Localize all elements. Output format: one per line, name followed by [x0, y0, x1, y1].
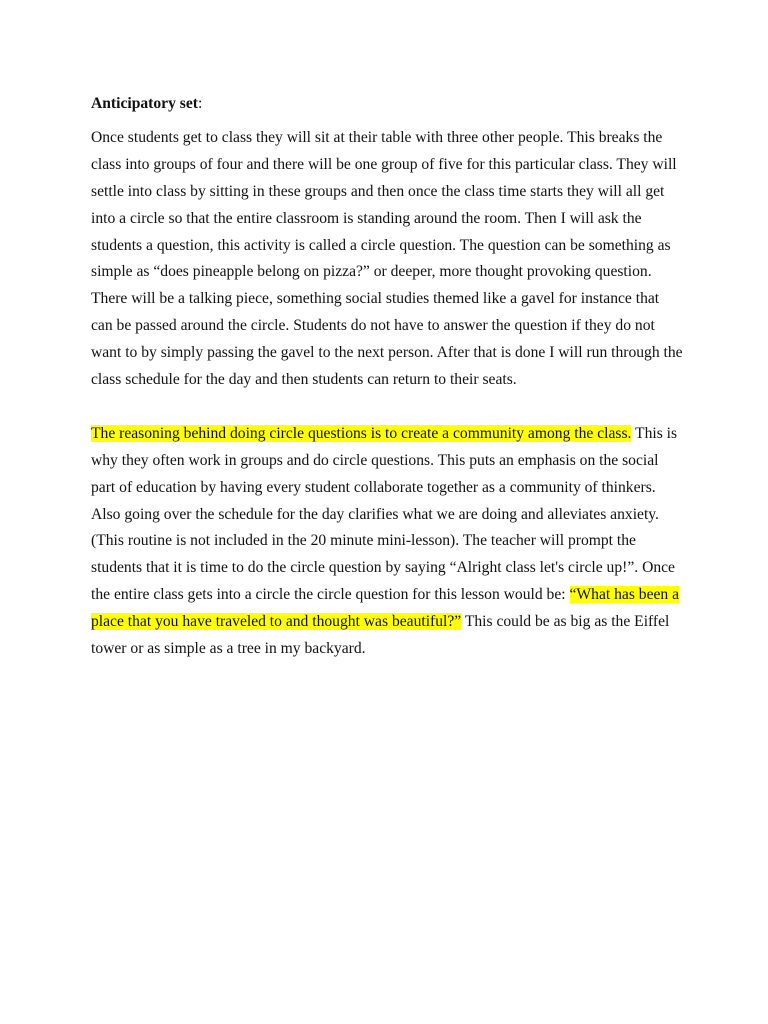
- reasoning-closing-text: This could be as big as the Eiffel tower or as simple as a tree in my backyard.: [91, 613, 670, 658]
- paragraph-reasoning: [91, 421, 683, 663]
- document-body: [91, 91, 683, 663]
- highlighted-circle-question: “What has been a place that you have traveled to and thought was beautiful?”: [91, 586, 680, 631]
- section-heading-title: Anticipatory set: [91, 95, 198, 112]
- highlighted-reasoning-sentence: The reasoning behind doing circle questions is to create a community among the class.: [91, 424, 632, 442]
- section-heading: [91, 91, 683, 118]
- paragraph-anticipatory-set: Once students get to class they will sit at their table with three other people. This breaks the class into groups of four and there will be one group of five for this particular class. They will settle into class by sitting in these groups and then once the class time starts they will all get into a circle so that the entire classroom is standing around the room. Then I will ask the students a question, this activity is called a circle question. The question can be something as simple as “does pineapple belong on pizza?” or deeper, more thought provoking question. There will be a talking piece, something social studies themed like a gavel for instance that can be passed around the circle. Students do not have to answer the question if they do not want to by simply passing the gavel to the next person. After that is done I will run through the class schedule for the day and then students can return to their seats.: [91, 128, 683, 389]
- section-heading-colon: :: [197, 95, 203, 112]
- reasoning-body-text: This is why they often work in groups and do circle questions. This puts an emphasis on the social part of education by having every student collaborate together as a community of thinkers. Also going over the schedule for the day clarifies what we are doing and alleviates anxiety. (This routine is not included in the 20 minute mini-lesson). The teacher will prompt the students that it is time to do the circle question by saying “Alright class let's circle up!”. Once the entire class gets into a circle the circle question for this lesson would be:: [91, 424, 678, 604]
